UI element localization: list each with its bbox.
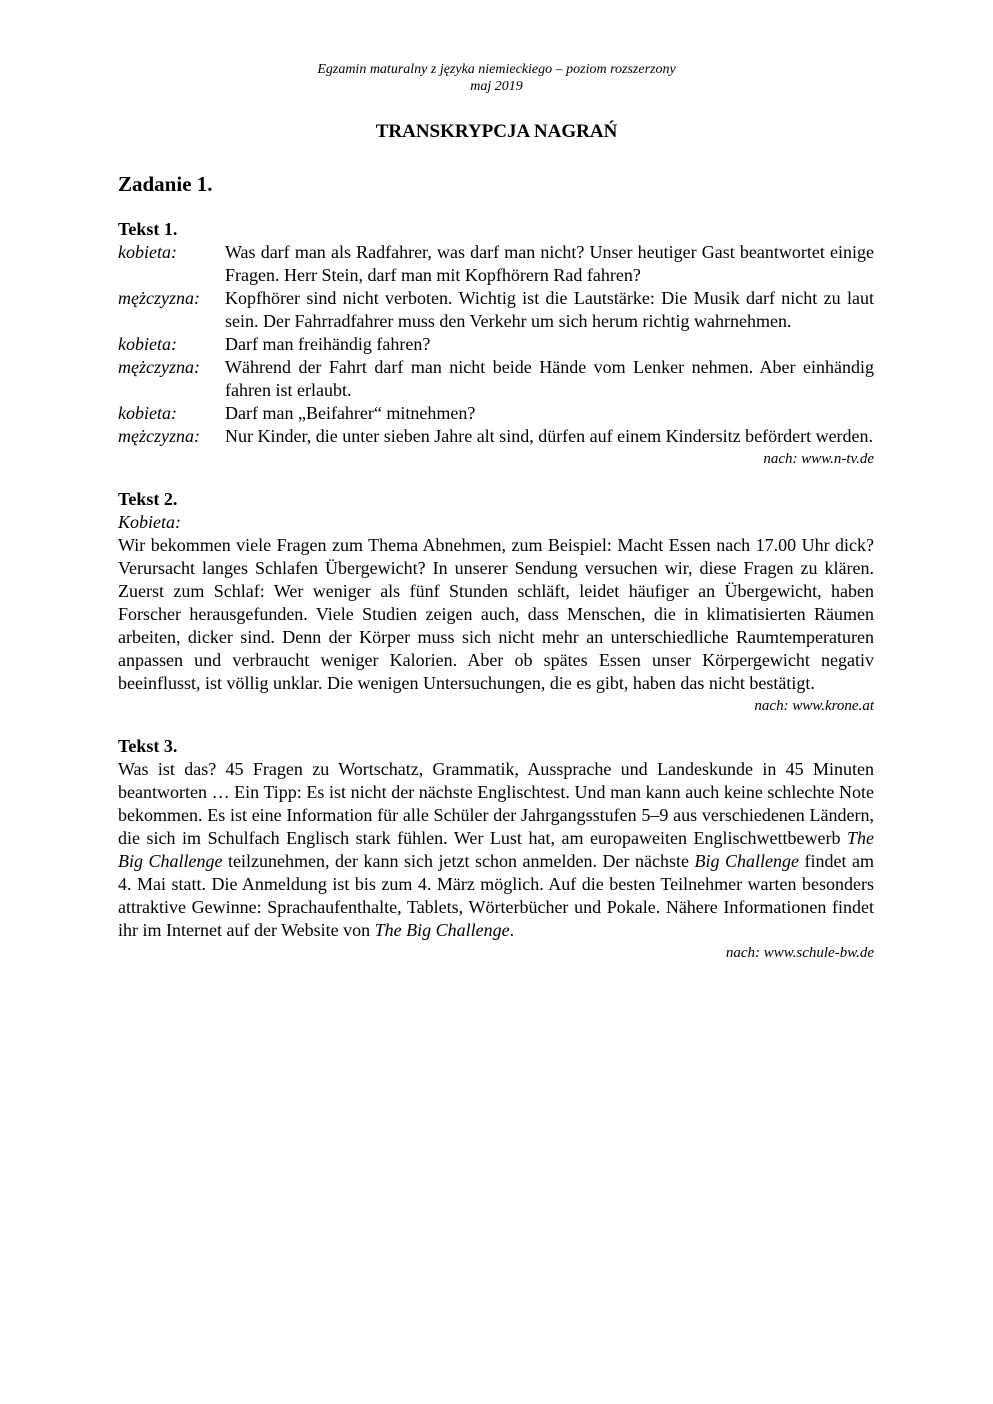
- text2-speaker-label: Kobieta:: [118, 512, 181, 532]
- dialogue-turn: [118, 356, 874, 402]
- speaker-label: kobieta:: [118, 334, 177, 354]
- utterance: Während der Fahrt darf man nicht beide Hände vom Lenker nehmen. Aber einhändig fahren ist erlaubt.: [225, 357, 874, 400]
- dialogue-turn: [118, 425, 874, 448]
- text2-body: Wir bekommen viele Fragen zum Thema Abnehmen, zum Beispiel: Macht Essen nach 17.00 Uhr dick? Verursacht langes Schlafen Übergewicht? In unserer Sendung versuchen wir, diese Fragen zu klären. Zuerst zum Schlaf: Wer weniger als fünf Stunden schläft, leidet häufiger an Übergewicht, haben Forscher herausgefunden. Viele Studien zeigen auch, dass Menschen, die in klimatisierten Räumen arbeiten, dicker sind. Denn der Körper muss sich nicht mehr an unterschiedliche Raumtemperaturen anpassen und verbraucht weniger Kalorien. Aber ob spätes Essen unser Körpergewicht negativ beeinflusst, ist völlig unklar. Die wenigen Untersuchungen, die es gibt, haben das nicht bestätigt.: [118, 535, 874, 693]
- text1-section: [118, 218, 874, 469]
- speaker-label: mężczyzna:: [118, 426, 200, 446]
- text3-body-part: .: [509, 920, 515, 940]
- speaker-label: kobieta:: [118, 403, 177, 423]
- text3-body-part: teilzunehmen, der kann sich jetzt schon anmelden. Der nächste: [222, 851, 695, 871]
- header-exam-date: maj 2019: [470, 79, 523, 94]
- text3-contest-name: Big Challenge: [694, 851, 799, 871]
- task-heading: Zadanie 1.: [118, 172, 213, 196]
- page-title: TRANSKRYPCJA NAGRAŃ: [375, 121, 618, 142]
- utterance: Nur Kinder, die unter sieben Jahre alt sind, dürfen auf einem Kindersitz befördert werden.: [225, 426, 874, 446]
- speaker-label: mężczyzna:: [118, 357, 200, 377]
- text1-source: nach: www.n-tv.de: [763, 451, 874, 467]
- text3-contest-name: The Big Challenge: [374, 920, 510, 940]
- utterance: Was darf man als Radfahrer, was darf man nicht? Unser heutiger Gast beantwortet einige Fragen. Herr Stein, darf man mit Kopfhörern Rad fahren?: [225, 242, 874, 285]
- text1-dialogue: [118, 241, 874, 448]
- dialogue-turn: [118, 241, 874, 287]
- text3-title: Tekst 3.: [118, 736, 178, 756]
- dialogue-turn: [118, 333, 874, 356]
- dialogue-turn: [118, 287, 874, 333]
- utterance: Darf man „Beifahrer“ mitnehmen?: [225, 403, 476, 423]
- text2-title: Tekst 2.: [118, 489, 178, 509]
- speaker-label: kobieta:: [118, 242, 177, 262]
- text3-section: [118, 735, 874, 963]
- text3-source: nach: www.schule-bw.de: [725, 945, 874, 961]
- speaker-label: mężczyzna:: [118, 288, 200, 308]
- text3-body-part: Was ist das? 45 Fragen zu Wortschatz, Grammatik, Aussprache und Landeskunde in 45 Minuten beantworten … Ein Tipp: Es ist nicht der nächste Englischtest. Und man kann auch keine schlechte Note bekommen. Es ist eine Information für alle Schüler der Jahrgangsstufen 5–9 aus verschiedenen Ländern, die sich im Schulfach Englisch stark fühlen. Wer Lust hat, am europaweiten Englischwettbewerb: [118, 759, 874, 848]
- text2-section: [118, 488, 874, 716]
- dialogue-turn: [118, 402, 874, 425]
- text2-source: nach: www.krone.at: [754, 698, 874, 714]
- text3-body: [118, 758, 874, 942]
- text1-title: Tekst 1.: [118, 219, 178, 239]
- text3-contest-name: The Big Challenge: [118, 828, 874, 871]
- header-exam-name: Egzamin maturalny z języka niemieckiego – poziom rozszerzony: [317, 62, 676, 77]
- transcript-content: [118, 218, 874, 963]
- utterance: Kopfhörer sind nicht verboten. Wichtig ist die Lautstärke: Die Musik darf nicht zu laut sein. Der Fahrradfahrer muss den Verkehr um sich herum richtig wahrnehmen.: [225, 288, 874, 331]
- text3-body-part: findet am 4. Mai statt. Die Anmeldung ist bis zum 4. März möglich. Auf die besten Teilnehmer warten besonders attraktive Gewinne: Sprachaufenthalte, Tablets, Wörterbücher und Pokale. Nähere Informationen findet ihr im Internet auf der Website von: [118, 851, 874, 940]
- utterance: Darf man freihändig fahren?: [225, 334, 431, 354]
